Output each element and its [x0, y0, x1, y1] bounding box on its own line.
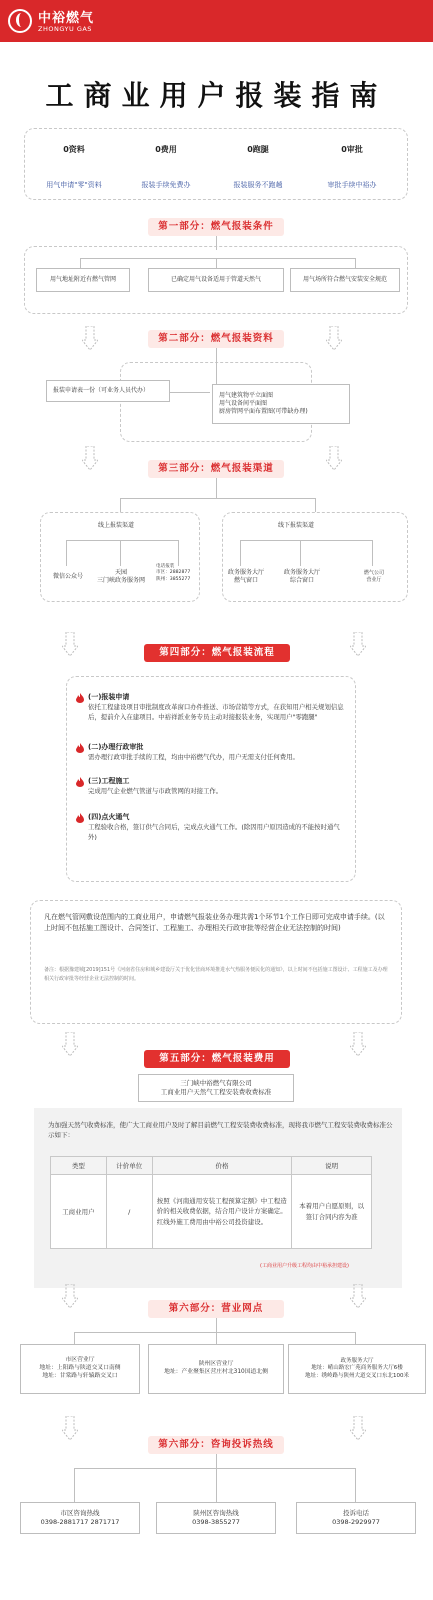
table-header: 说明: [292, 1157, 372, 1175]
fee-intro: 为加强天然气收费标准，使广大工商业用户及时了解目前燃气工程安装费收费标准，现将我市燃气工程安装费收费标准公示如下：: [48, 1121, 393, 1140]
hotline-shanzhou: [156, 1502, 276, 1534]
point-address: 地址：产业聚集区营庄村北310国道北侧: [164, 1369, 268, 1375]
material-item: 报装申请表一份（可业务人员代办）: [46, 380, 170, 402]
point-address: 地址：上阳路与陕道交叉口南侧: [39, 1365, 121, 1372]
table-row: [51, 1175, 372, 1249]
connector: [355, 258, 356, 268]
connector: [300, 540, 301, 566]
process-step-heading: (四)点火通气: [88, 813, 130, 821]
point-address: 地址：绣岭路与陕州大道交叉口东北100米: [305, 1372, 409, 1379]
connector: [80, 258, 356, 259]
table-cell: 工商业用户: [51, 1175, 107, 1249]
down-arrow-icon: [326, 446, 342, 470]
connector: [216, 1454, 217, 1468]
section6-title: 第六部分：营业网点: [148, 1300, 284, 1318]
phone-number: 陕州：3855277: [156, 576, 191, 582]
connector: [216, 362, 217, 384]
connector: [120, 498, 316, 499]
hotline-complaint: [296, 1502, 416, 1534]
connector: [240, 540, 372, 541]
zero-feature-heading: 0资料: [63, 145, 85, 154]
down-arrow-icon: [350, 1284, 366, 1308]
channel-line: 天园: [114, 568, 127, 576]
channel-line: 燃气窗口: [233, 577, 258, 584]
connector: [216, 236, 217, 250]
section1-title: 第一部分：燃气报装条件: [148, 218, 284, 236]
brand-name: 中裕燃气: [38, 11, 95, 26]
process-step-text: 完成用气企业燃气管道与市政管网的对接工作。: [88, 787, 223, 795]
down-arrow-icon: [350, 1032, 366, 1056]
point-address: 地址：甘棠路与轩辕路交叉口: [42, 1372, 118, 1379]
hotline-city: [20, 1502, 140, 1534]
phone-channel: [156, 564, 190, 583]
connector: [216, 1468, 217, 1502]
gov-hall-gas-window: [226, 566, 266, 588]
connector: [240, 540, 241, 566]
tianyuan-channel: [92, 566, 150, 588]
offline-channel-label: 线下报装渠道: [278, 522, 315, 529]
table-cell: 按照《河南通用安装工程预算定额》中工程造价的相关收费依据，结合用户设计方案确定。红线外施工费用由中裕公司投资建设。: [152, 1175, 292, 1249]
phone-number: 市区：2882877: [156, 570, 191, 576]
doc-line: 工商业用户天然气工程安装费收费标准: [160, 1088, 272, 1096]
fee-table: [50, 1156, 372, 1249]
connector: [216, 258, 217, 268]
section4-title: 第四部分：燃气报装流程: [144, 644, 290, 662]
section3-title: 第三部分：燃气报装渠道: [148, 460, 284, 478]
gov-hall-general-window: [278, 566, 326, 588]
condition-item: 已确定用气设备适用于管道天然气: [148, 268, 284, 292]
company-hall: [352, 566, 396, 588]
flame-icon: [76, 743, 84, 753]
connector: [74, 1468, 75, 1502]
point-name: 市区营业厅: [65, 1357, 95, 1364]
connector: [66, 540, 67, 566]
offline-panel: [222, 512, 408, 602]
channel-line: 营业厅: [366, 577, 382, 583]
point-name: 陕州区营业厅: [198, 1361, 234, 1368]
connector: [74, 1468, 356, 1469]
hotline-phone[interactable]: 0398-2929977: [332, 1518, 380, 1526]
condition-item: 用气场所符合燃气安装安全规范: [290, 268, 400, 292]
connector: [216, 1318, 217, 1332]
table-header: 计价单位: [106, 1157, 152, 1175]
connector: [216, 348, 217, 362]
business-point-city: [20, 1344, 140, 1394]
connector: [216, 478, 217, 498]
wechat-channel: 微信公众号: [48, 566, 88, 588]
down-arrow-icon: [62, 1416, 78, 1440]
flame-icon: [76, 813, 84, 823]
condition-item: 用气地址附近有燃气管网: [36, 268, 130, 292]
zero-feature-desc: 报装手续免费办: [141, 181, 191, 189]
process-step-heading: (三)工程施工: [88, 777, 130, 785]
section2-title: 第二部分：燃气报装资料: [148, 330, 284, 348]
business-point-shanzhou: [148, 1344, 284, 1394]
material-list: [212, 384, 350, 424]
zero-feature-heading: 0审批: [341, 145, 363, 154]
channel-line: 三门峡政务服务网: [96, 577, 145, 584]
material-item: 厨房管网平面布置图(可带缺办理): [219, 408, 308, 416]
connector: [120, 540, 121, 566]
hotline-phone[interactable]: 0398-3855277: [192, 1518, 240, 1526]
table-cell: 本着用户自愿原则，以签订合同内容为准: [292, 1175, 372, 1249]
section5-title: 第五部分：燃气报装费用: [144, 1050, 290, 1068]
table-header: 类型: [51, 1157, 107, 1175]
point-address: 地址：崤山路宏广苑商务服务大厅6楼: [311, 1365, 403, 1372]
brand-name-en: ZHONGYU GAS: [38, 25, 92, 33]
down-arrow-icon: [62, 1032, 78, 1056]
channel-line: 综合窗口: [289, 577, 314, 584]
hotline-name: 投诉电话: [343, 1509, 369, 1518]
connector: [80, 258, 81, 268]
process-step-text: 工程验收合格，签订供气合同后，完成点火通气工作。(除因用户原因造成的不能按时通气外): [88, 823, 340, 841]
flame-logo-icon: [8, 9, 32, 33]
phone-label: 电话报装: [156, 564, 175, 569]
business-point-gov: [288, 1344, 426, 1394]
down-arrow-icon: [326, 326, 342, 350]
connector: [355, 1332, 356, 1344]
down-arrow-icon: [62, 1284, 78, 1308]
down-arrow-icon: [82, 446, 98, 470]
material-item: 用气设备间平面图: [219, 399, 268, 407]
connector: [74, 1332, 75, 1344]
process-step-text: 依托工程建设项目审批制度改革窗口办件推送、市场营销等方式，在获知用户相关规划信息后，提前介入在建项目。中裕祥派业务专员主动对接报装业务，实现用户"零跑腿": [88, 703, 344, 721]
table-header: 价格: [152, 1157, 292, 1175]
doc-line: 三门峡中裕燃气有限公司: [180, 1079, 252, 1088]
hotline-phone[interactable]: 0398-2881717 2871717: [40, 1518, 120, 1526]
remark-text: 备注：根据豫建城[2019]151号《河南省住房和城乡建设厅关于优化营商环境推进水气热服务便民化的通知》，以上时间不包括施工图设计、工程施工及办理相关行政审批等经营企业无法控制的时间。: [44, 967, 388, 982]
down-arrow-icon: [62, 632, 78, 656]
connector: [178, 540, 179, 566]
flame-icon: [76, 693, 84, 703]
zero-feature-heading: 0跑腿: [247, 145, 269, 154]
fee-document-title: [138, 1074, 294, 1102]
connector: [120, 498, 121, 512]
down-arrow-icon: [82, 326, 98, 350]
zero-feature-desc: 用气申请"零"资料: [46, 181, 102, 189]
fee-footnote: (工商业用户升级工程均由中裕承担建设): [260, 1263, 349, 1269]
connector: [216, 1332, 217, 1344]
zero-feature-heading: 0费用: [155, 145, 177, 154]
connector: [372, 540, 373, 566]
page-title: 工商业用户报装指南: [45, 79, 388, 112]
process-step-heading: (一)报装申请: [88, 693, 130, 701]
table-cell: /: [106, 1175, 152, 1249]
process-step-heading: (二)办理行政审批: [88, 743, 144, 751]
channel-line: 政务服务大厅: [283, 568, 320, 576]
down-arrow-icon: [350, 632, 366, 656]
zero-feature-desc: 报装服务不跑趟: [233, 181, 283, 189]
channel-line: 政务服务大厅: [227, 568, 264, 576]
section7-title: 第六部分：咨询投诉热线: [148, 1436, 284, 1454]
down-arrow-icon: [350, 1416, 366, 1440]
table-header-row: [51, 1157, 372, 1175]
connector: [66, 540, 178, 541]
hotline-name: 陕州区咨询热线: [193, 1509, 239, 1518]
point-name: 政务服务大厅: [340, 1357, 374, 1364]
connector: [355, 1468, 356, 1502]
zero-feature-desc: 审批手续中裕办: [327, 181, 377, 189]
hotline-name: 市区咨询热线: [60, 1509, 100, 1518]
brand-header: [0, 0, 433, 42]
channel-line: 燃气公司: [363, 570, 384, 577]
online-channel-label: 线上报装渠道: [98, 522, 135, 529]
notice-text: 凡在燃气管网敷设范围内的工商业用户，申请燃气报装业务办理共需1个环节1个工作日即可完成申请手续。(以上时间不包括施工图设计、合同签订、工程施工、办理相关行政审批等经营企业无法控制的时间): [44, 913, 385, 933]
connector: [74, 1332, 356, 1333]
process-step-text: 需办理行政审批手续的工程，均由中裕燃气代办，用户无需支付任何费用。: [88, 753, 299, 761]
connector: [170, 392, 210, 393]
material-item: 用气建筑物平立面图: [219, 391, 274, 399]
connector: [315, 498, 316, 512]
flame-icon: [76, 777, 84, 787]
